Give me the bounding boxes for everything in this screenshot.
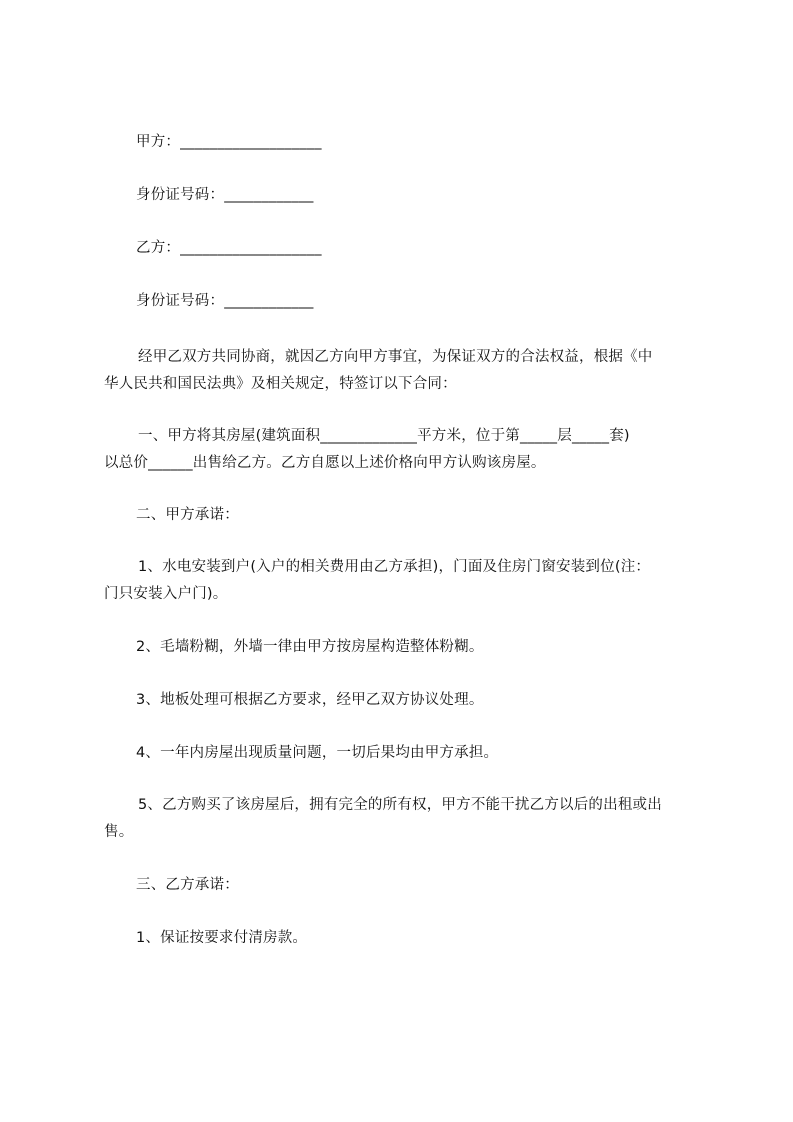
clause-1-paragraph xyxy=(104,423,630,477)
party-a-line: 甲方：___________________ xyxy=(136,134,322,150)
party-a-id-line: 身份证号码：____________ xyxy=(136,187,314,203)
party-b-id-line: 身份证号码：____________ xyxy=(136,293,314,309)
s2-item-3: 3、地板处理可根据乙方要求，经甲乙双方协议处理。 xyxy=(136,692,484,708)
intro-line-1: 经甲乙双方共同协商，就因乙方向甲方事宜，为保证双方的合法权益，根据《中 xyxy=(138,349,653,365)
s2-item-2: 2、毛墙粉糊，外墙一律由甲方按房屋构造整体粉糊。 xyxy=(136,639,484,655)
s2-item-4: 4、一年内房屋出现质量问题，一切后果均由甲方承担。 xyxy=(136,745,499,761)
s2-item-1-paragraph xyxy=(104,554,650,608)
clause-1-line-1: 一、甲方将其房屋(建筑面积_____________平方米，位于第_____层_____套) xyxy=(138,428,630,444)
intro-line-2: 华人民共和国民法典》及相关规定，特签订以下合同： xyxy=(104,376,457,392)
section-3-title: 三、乙方承诺： xyxy=(136,877,239,893)
s2-item-5-line-2: 售。 xyxy=(104,824,134,840)
clause-1-line-2: 以总价______出售给乙方。乙方自愿以上述价格向甲方认购该房屋。 xyxy=(104,455,546,471)
s2-item-5-paragraph xyxy=(104,792,662,846)
party-b-line: 乙方：___________________ xyxy=(136,240,322,256)
s2-item-5-line-1: 5、乙方购买了该房屋后，拥有完全的所有权，甲方不能干扰乙方以后的出租或出 xyxy=(138,797,662,813)
s2-item-1-line-1: 1、水电安装到户(入户的相关费用由乙方承担)，门面及住房门窗安装到位(注： xyxy=(138,559,651,575)
intro-paragraph xyxy=(104,344,653,398)
s2-item-1-line-2: 门只安装入户门)。 xyxy=(104,586,228,602)
s3-item-1: 1、保证按要求付清房款。 xyxy=(136,930,308,946)
section-2-title: 二、甲方承诺： xyxy=(136,507,239,523)
